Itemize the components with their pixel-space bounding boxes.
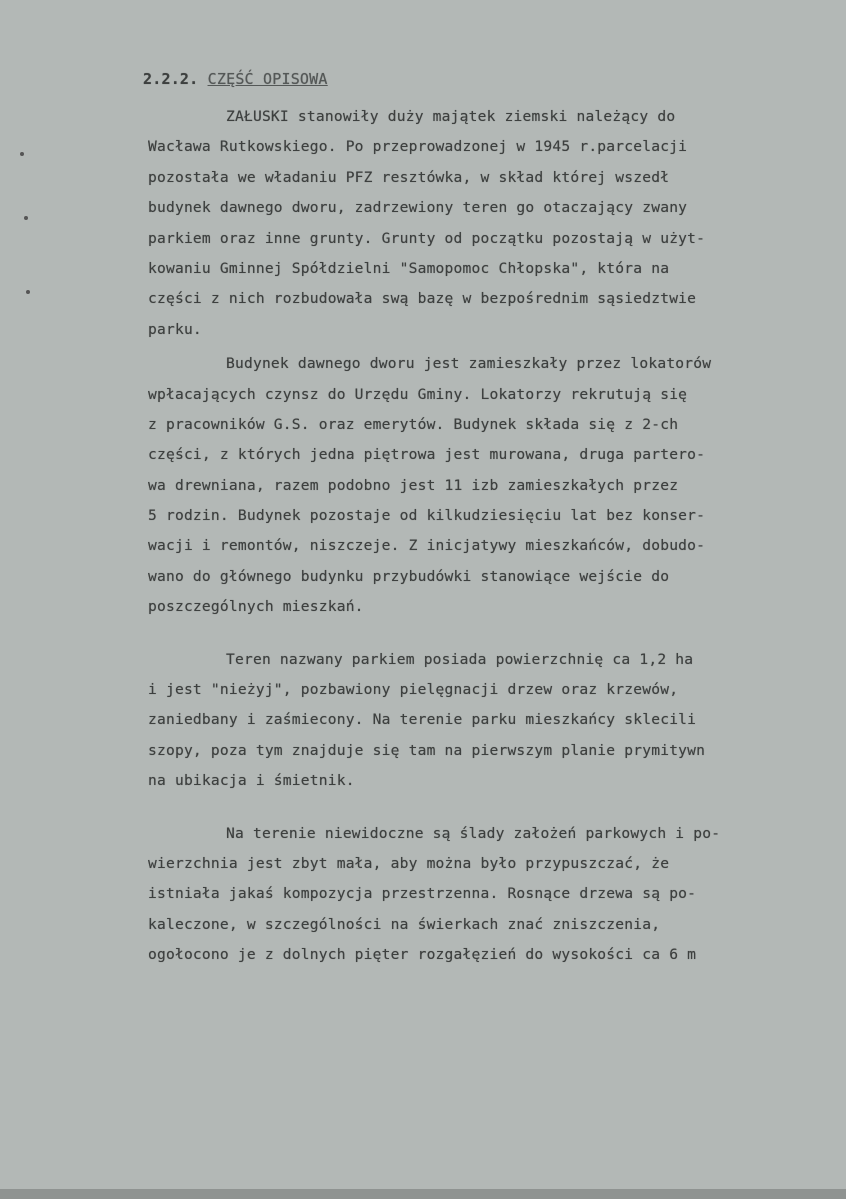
text-line: Teren nazwany parkiem posiada powierzchnię ca 1,2 ha <box>226 650 694 668</box>
text-line: Wacława Rutkowskiego. Po przeprowadzonej w 1945 r.parcelacji <box>148 138 688 156</box>
text-line: kaleczone, w szczególności na świerkach znać zniszczenia, <box>148 915 661 933</box>
text-line: parku. <box>148 320 202 338</box>
text-line: 5 rodzin. Budynek pozostaje od kilkudziesięciu lat bez konser- <box>148 507 706 525</box>
text-line: zaniedbany i zaśmiecony. Na terenie parku mieszkańcy sklecili <box>148 711 697 729</box>
margin-mark <box>24 216 28 220</box>
text-line: wano do głównego budynku przybudówki stanowiące wejście do <box>148 567 670 585</box>
text-line: części z nich rozbudowała swą bazę w bezpośrednim sąsiedztwie <box>148 290 697 308</box>
text-line: części, z których jedna piętrowa jest murowana, druga partero- <box>148 446 706 464</box>
text-line: Na terenie niewidoczne są ślady założeń parkowych i po- <box>226 824 721 842</box>
section-title: CZĘŚĆ OPISOWA <box>207 70 328 88</box>
text-line: istniała jakaś kompozycja przestrzenna. Rosnące drzewa są po- <box>148 885 697 903</box>
text-line: poszczególnych mieszkań. <box>148 598 364 616</box>
paragraph-trees <box>148 819 810 971</box>
text-line: kowaniu Gminnej Spółdzielni "Samopomoc Chłopska", która na <box>148 259 670 277</box>
text-line: szopy, poza tym znajduje się tam na pierwszym planie prymitywn <box>148 741 706 759</box>
margin-mark <box>26 290 30 294</box>
text-line: budynek dawnego dworu, zadrzewiony teren go otaczający zwany <box>148 199 688 217</box>
text-line: pozostała we władaniu PFZ resztówka, w skład której wszedł <box>148 168 670 186</box>
text-line: Budynek dawnego dworu jest zamieszkały przez lokatorów <box>226 355 712 373</box>
text-line: i jest "nieżyj", pozbawiony pielęgnacji drzew oraz krzewów, <box>148 681 679 699</box>
text-line: ZAŁUSKI stanowiły duży majątek ziemski należący do <box>226 108 676 125</box>
margin-mark <box>20 152 24 156</box>
text-line: na ubikacja i śmietnik. <box>148 772 355 790</box>
typed-text <box>143 70 810 971</box>
text-line: wierzchnia jest zbyt mała, aby można było przypuszczać, że <box>148 854 670 872</box>
paragraph-building <box>148 349 810 623</box>
paragraph-park <box>148 645 810 797</box>
section-heading <box>143 70 810 88</box>
text-line: wacji i remontów, niszczeje. Z inicjatywy mieszkańców, dobudo- <box>148 537 706 555</box>
paragraph-estate <box>148 102 810 345</box>
section-number: 2.2.2. <box>143 70 199 88</box>
text-line: wa drewniana, razem podobno jest 11 izb zamieszkałych przez <box>148 476 679 494</box>
text-line: z pracowników G.S. oraz emerytów. Budynek składa się z 2-ch <box>148 415 679 433</box>
text-line: wpłacających czynsz do Urzędu Gminy. Lokatorzy rekrutują się <box>148 385 688 403</box>
text-line: parkiem oraz inne grunty. Grunty od początku pozostają w użyt- <box>148 229 706 247</box>
text-line: ogołocono je z dolnych pięter rozgałęzień do wysokości ca 6 m <box>148 946 697 964</box>
